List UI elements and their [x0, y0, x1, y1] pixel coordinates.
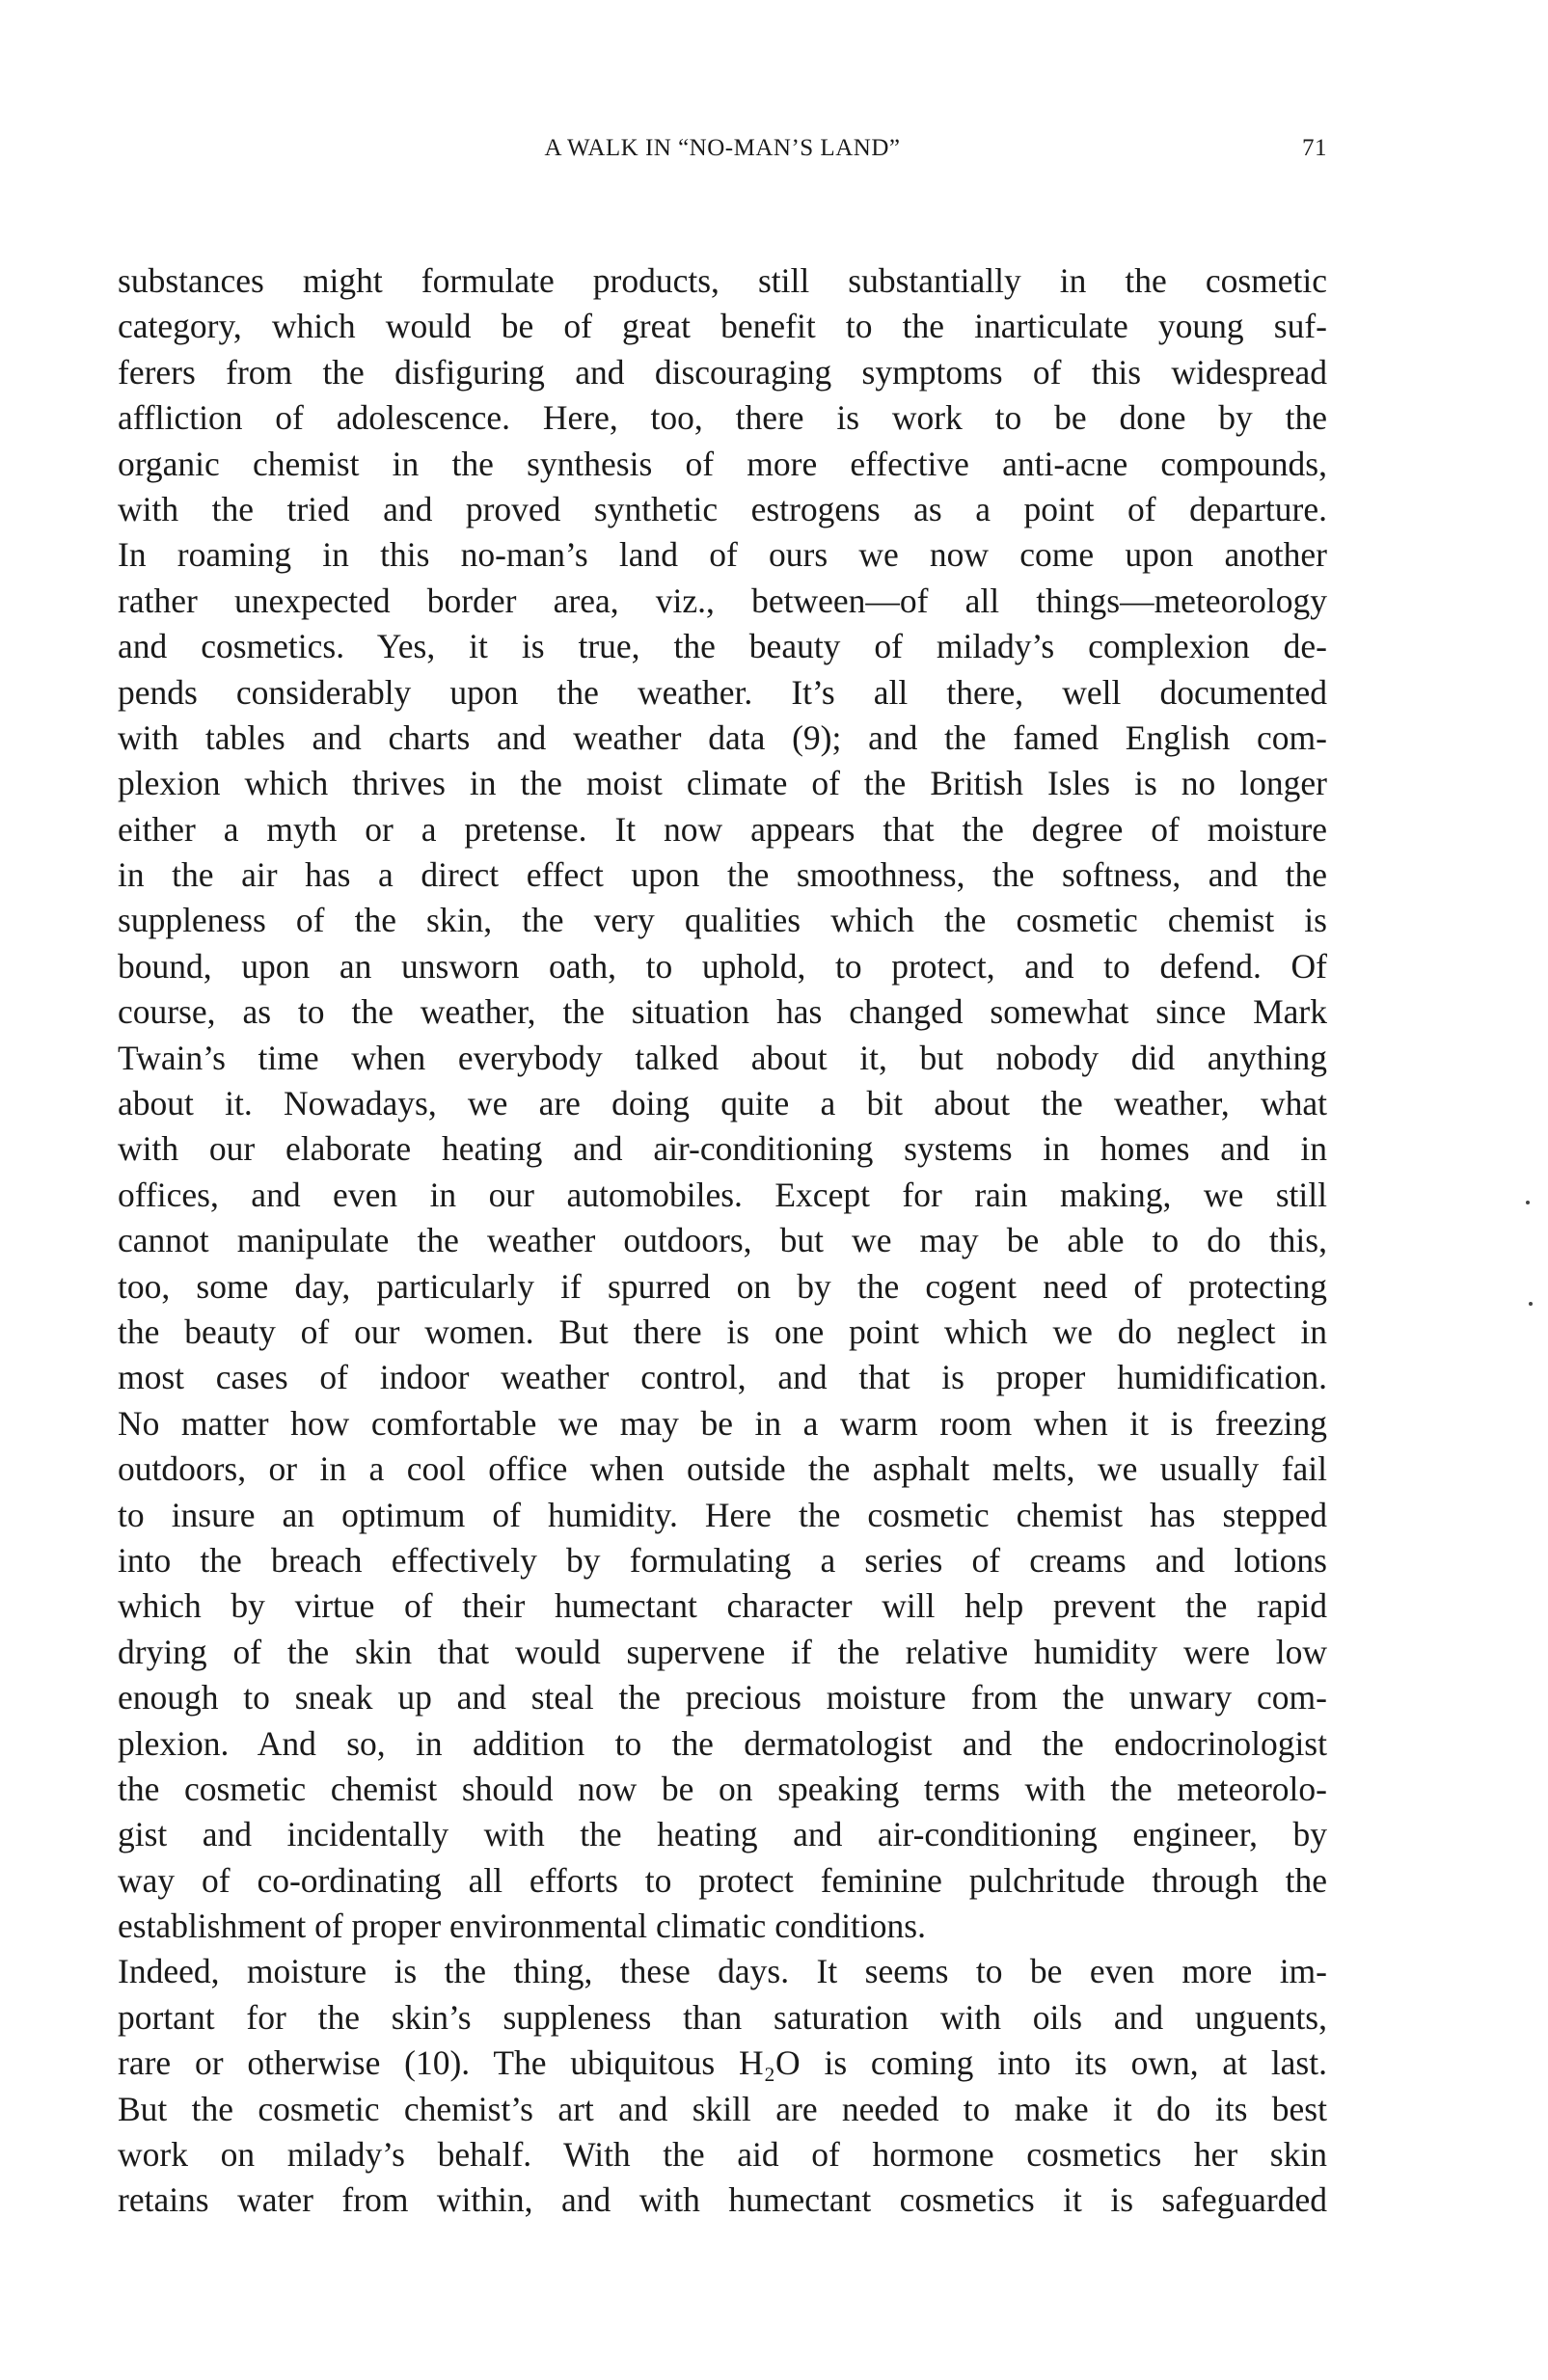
- text-line: cannot manipulate the weather outdoors, but we may be able to do this,: [118, 1221, 1327, 1260]
- text-line: with our elaborate heating and air-conditioning systems in homes and in: [118, 1129, 1327, 1169]
- text-line: course, as to the weather, the situation has changed somewhat since Mark: [118, 992, 1327, 1032]
- text-line: rare or otherwise (10). The ubiquitous H₂O is coming into its own, at last.: [118, 2043, 1327, 2083]
- page-number: 71: [1302, 135, 1327, 161]
- text-line: either a myth or a pretense. It now appears that the degree of moisture: [118, 809, 1327, 849]
- text-line: organic chemist in the synthesis of more effective anti-acne compounds,: [118, 444, 1327, 483]
- text-line: No matter how comfortable we may be in a warm room when it is freezing: [118, 1403, 1327, 1443]
- text-line: Twain’s time when everybody talked about it, but nobody did anything: [118, 1038, 1327, 1077]
- margin-speck: [1526, 1201, 1530, 1204]
- text-line: with the tried and proved synthetic estrogens as a point of departure.: [118, 489, 1327, 528]
- text-line: establishment of proper environmental climatic conditions.: [118, 1907, 926, 1946]
- text-line: bound, upon an unsworn oath, to uphold, to protect, and to defend. Of: [118, 946, 1327, 986]
- text-line: gist and incidentally with the heating and air-conditioning engineer, by: [118, 1815, 1327, 1854]
- running-header: [118, 135, 1327, 174]
- text-line: portant for the skin’s suppleness than saturation with oils and unguents,: [118, 1997, 1327, 2037]
- text-line: category, which would be of great benefit to the inarticulate young suf-: [118, 307, 1327, 346]
- text-line: work on milady’s behalf. With the aid of hormone cosmetics her skin: [118, 2135, 1327, 2175]
- text-line: enough to sneak up and steal the precious moisture from the unwary com-: [118, 1678, 1327, 1717]
- text-line: outdoors, or in a cool office when outside the asphalt melts, we usually fail: [118, 1449, 1327, 1489]
- text-line: But the cosmetic chemist’s art and skill are needed to make it do its best: [118, 2089, 1327, 2128]
- text-line: offices, and even in our automobiles. Except for rain making, we still: [118, 1175, 1327, 1214]
- text-line: the beauty of our women. But there is one point which we do neglect in: [118, 1312, 1327, 1351]
- text-line: suppleness of the skin, the very qualities which the cosmetic chemist is: [118, 901, 1327, 940]
- text-line: too, some day, particularly if spurred on by the cogent need of protecting: [118, 1266, 1327, 1306]
- text-line: which by virtue of their humectant character will help prevent the rapid: [118, 1586, 1327, 1626]
- running-title: A WALK IN “NO-MAN’S LAND”: [544, 135, 901, 161]
- text-line: in the air has a direct effect upon the smoothness, the softness, and the: [118, 855, 1327, 895]
- margin-speck: [1529, 1302, 1533, 1306]
- text-line: In roaming in this no-man’s land of ours we now come upon another: [118, 535, 1327, 575]
- text-line: the cosmetic chemist should now be on speaking terms with the meteorolo-: [118, 1769, 1327, 1808]
- text-line: Indeed, moisture is the thing, these days. It seems to be even more im-: [118, 1952, 1327, 1991]
- text-line: substances might formulate products, still substantially in the cosmetic: [118, 261, 1327, 300]
- text-line: drying of the skin that would supervene if the relative humidity were low: [118, 1632, 1327, 1671]
- text-line: rather unexpected border area, viz., between—of all things—meteorology: [118, 581, 1327, 620]
- text-line: retains water from within, and with humectant cosmetics it is safeguarded: [118, 2180, 1327, 2220]
- text-line: ferers from the disfiguring and discouraging symptoms of this widespread: [118, 352, 1327, 392]
- text-line: plexion. And so, in addition to the dermatologist and the endocrinologist: [118, 1723, 1327, 1763]
- text-line: pends considerably upon the weather. It’s all there, well documented: [118, 672, 1327, 712]
- text-line: plexion which thrives in the moist climate of the British Isles is no longer: [118, 764, 1327, 803]
- text-line: and cosmetics. Yes, it is true, the beauty of milady’s complexion de-: [118, 627, 1327, 666]
- text-line: affliction of adolescence. Here, too, there is work to be done by the: [118, 398, 1327, 438]
- text-line: most cases of indoor weather control, and that is proper humidification.: [118, 1358, 1327, 1397]
- text-line: into the breach effectively by formulating a series of creams and lotions: [118, 1540, 1327, 1580]
- body-text: [118, 258, 1327, 2224]
- text-line: with tables and charts and weather data (9); and the famed English com-: [118, 717, 1327, 757]
- text-line: way of co-ordinating all efforts to protect feminine pulchritude through the: [118, 1860, 1327, 1900]
- text-line: to insure an optimum of humidity. Here the cosmetic chemist has stepped: [118, 1495, 1327, 1534]
- text-line: about it. Nowadays, we are doing quite a bit about the weather, what: [118, 1084, 1327, 1123]
